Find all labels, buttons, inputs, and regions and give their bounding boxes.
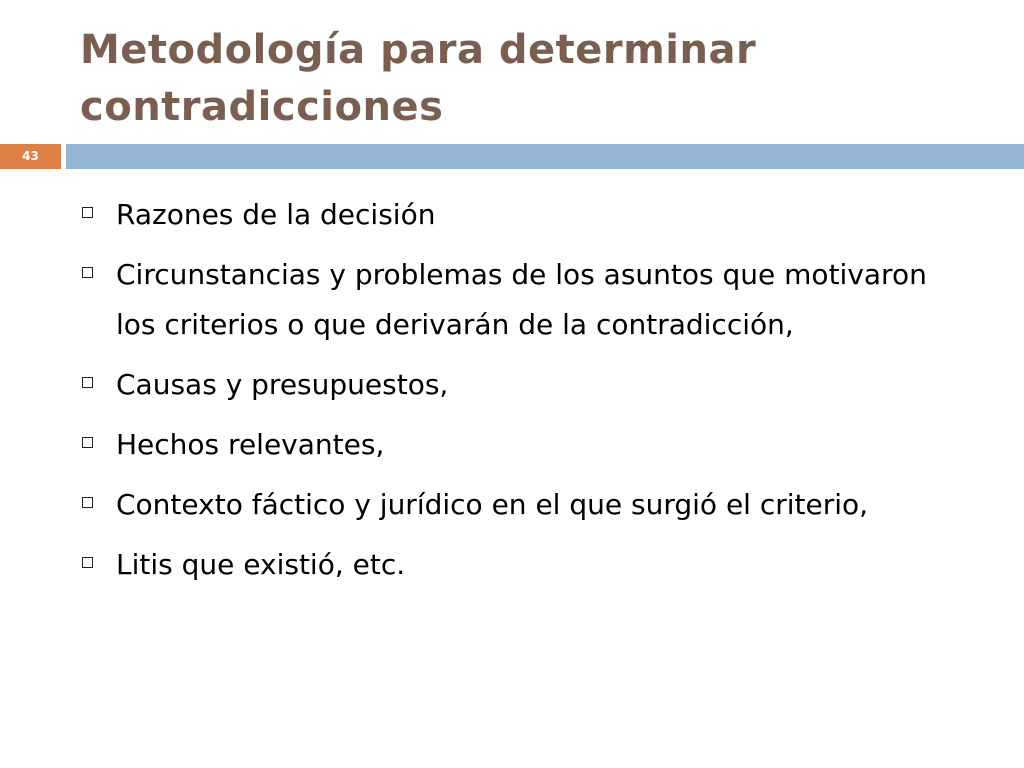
bullet-text: Hechos relevantes,	[116, 428, 385, 461]
bullet-item	[80, 420, 960, 470]
bullet-text: Razones de la decisión	[116, 198, 436, 231]
bullet-item	[80, 540, 960, 590]
bullet-text: Litis que existió, etc.	[116, 548, 406, 581]
square-bullet-icon	[82, 437, 93, 448]
slide-title: Metodología para determinar contradicciones	[80, 27, 757, 130]
square-bullet-icon	[82, 267, 93, 278]
square-bullet-icon	[82, 557, 93, 568]
title-accent-bar	[66, 144, 1024, 169]
bullet-item	[80, 480, 960, 530]
bullet-text: Causas y presupuestos,	[116, 368, 449, 401]
square-bullet-icon	[82, 377, 93, 388]
slide-number: 43	[0, 144, 61, 169]
square-bullet-icon	[82, 207, 93, 218]
square-bullet-icon	[82, 497, 93, 508]
bullet-item	[80, 250, 960, 350]
bullet-item	[80, 190, 960, 240]
bullet-list	[80, 190, 960, 600]
bullet-text: Circunstancias y problemas de los asuntos que motivaron los criterios o que derivarán de la contradicción,	[116, 258, 927, 341]
bullet-text: Contexto fáctico y jurídico en el que surgió el criterio,	[116, 488, 869, 521]
bullet-item	[80, 360, 960, 410]
